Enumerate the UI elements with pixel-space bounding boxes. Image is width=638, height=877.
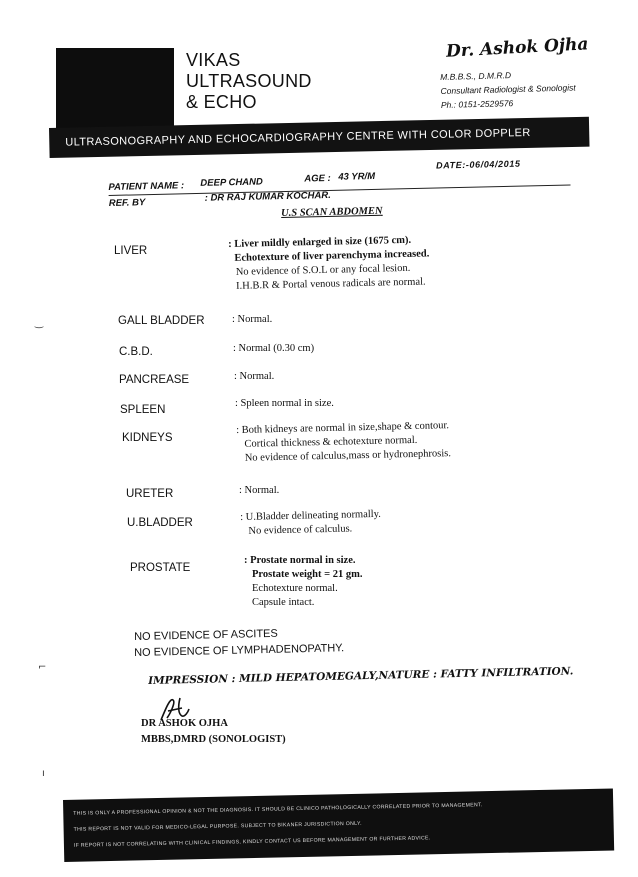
ref-value: : DR RAJ KUMAR KOCHAR. xyxy=(204,189,331,204)
gall-bladder-label: GALL BLADDER xyxy=(118,315,205,327)
signature-name: DR ASHOK OJHA xyxy=(141,718,228,729)
pancreas-finding: : Normal. xyxy=(234,371,275,382)
cbd-finding: : Normal (0.30 cm) xyxy=(233,343,315,354)
liver-label: LIVER xyxy=(114,245,148,257)
patient-info-block xyxy=(108,157,579,214)
kidneys-line-2: Cortical thickness & echotexture normal. xyxy=(244,434,418,450)
spleen-label: SPLEEN xyxy=(120,404,166,416)
disclaimer-line-2: THIS REPORT IS NOT VALID FOR MEDICO-LEGAL PURPOSE. SUBJECT TO BIKANER JURISDICTION ONLY. xyxy=(73,820,362,833)
report-date: DATE:-06/04/2015 xyxy=(435,158,521,171)
signature-block xyxy=(141,716,286,748)
spleen-finding: : Spleen normal in size. xyxy=(235,398,334,409)
doctor-role: Consultant Radiologist & Sonologist xyxy=(440,82,576,96)
liver-line-1: : Liver mildly enlarged in size (1675 cm). xyxy=(228,234,412,250)
clinic-brand xyxy=(186,50,312,113)
ubladder-label: U.BLADDER xyxy=(127,517,193,529)
pancreas-label: PANCREASE xyxy=(119,374,190,386)
ref-label: REF. BY xyxy=(108,197,146,209)
brand-line-1: VIKAS xyxy=(186,50,241,70)
brand-line-2: ULTRASOUND xyxy=(186,71,312,91)
disclaimer-line-3: IF REPORT IS NOT CORRELATING WITH CLINICAL FINDINGS, KINDLY CONTACT US BEFORE MANAGEMENT OR FURTHER ADVICE. xyxy=(73,835,431,849)
ubladder-line-1: : U.Bladder delineating normally. xyxy=(240,508,381,523)
banner-text: ULTRASONOGRAPHY AND ECHOCARDIOGRAPHY CENTRE WITH COLOR DOPPLER xyxy=(65,126,531,149)
prostate-label: PROSTATE xyxy=(130,562,191,574)
kidneys-line-1: : Both kidneys are normal in size,shape & contour. xyxy=(236,420,450,436)
doctor-info xyxy=(440,66,576,112)
liver-line-2: Echotexture of liver parenchyma increased. xyxy=(234,248,430,264)
brand-line-3: & ECHO xyxy=(186,92,257,112)
liver-line-3: No evidence of S.O.L or any focal lesion. xyxy=(235,262,411,278)
kidneys-label: KIDNEYS xyxy=(122,432,173,444)
scan-mark: ‿ xyxy=(35,318,44,329)
gall-bladder-finding: : Normal. xyxy=(232,314,273,325)
patient-name-label: PATIENT NAME : xyxy=(108,180,185,193)
prostate-line-3: Echotexture normal. xyxy=(252,583,338,594)
report-title: U.S SCAN ABDOMEN xyxy=(281,205,383,219)
ureter-finding: : Normal. xyxy=(239,485,280,496)
age-label: AGE : xyxy=(304,172,331,185)
prostate-findings xyxy=(244,554,362,610)
cbd-label: C.B.D. xyxy=(119,346,153,358)
age-value: 43 YR/M xyxy=(338,170,376,183)
doctor-phone: Ph.: 0151-2529576 xyxy=(440,98,514,110)
prostate-line-4: Capsule intact. xyxy=(252,597,315,608)
kidneys-findings xyxy=(236,419,451,466)
doctor-signature-heading: Dr. Ashok Ojha xyxy=(445,34,589,62)
disclaimer-line-1: THIS IS ONLY A PROFESSIONAL OPINION & NOT THE DIAGNOSIS. IT SHOULD BE CLINICO PATHOLOGICALLY CORRELATED PRIOR TO MANAGEMENT. xyxy=(73,802,483,817)
impression: IMPRESSION : MILD HEPATOMEGALY,NATURE : FATTY INFILTRATION. xyxy=(148,665,574,687)
patient-name-value: DEEP CHAND xyxy=(200,176,263,189)
scan-mark: ı xyxy=(42,768,45,779)
scan-mark: ⌐ xyxy=(38,662,47,673)
ureter-label: URETER xyxy=(126,488,174,500)
liver-findings xyxy=(228,233,430,294)
ubladder-findings xyxy=(240,508,381,539)
prostate-line-1: : Prostate normal in size. xyxy=(244,555,356,566)
kidneys-line-3: No evidence of calculus,mass or hydronephrosis. xyxy=(244,448,452,464)
doctor-qualification: M.B.B.S., D.M.R.D xyxy=(440,70,512,82)
prostate-line-2: Prostate weight = 21 gm. xyxy=(252,569,363,580)
disclaimer-footer xyxy=(63,788,614,862)
liver-line-4: I.H.B.R & Portal venous radicals are normal. xyxy=(235,276,426,292)
ascites-note: NO EVIDENCE OF ASCITES xyxy=(134,627,278,643)
signature-degree: MBBS,DMRD (SONOLOGIST) xyxy=(141,734,286,745)
ubladder-line-2: No evidence of calculus. xyxy=(248,523,353,537)
lymphadenopathy-note: NO EVIDENCE OF LYMPHADENOPATHY. xyxy=(134,642,345,659)
